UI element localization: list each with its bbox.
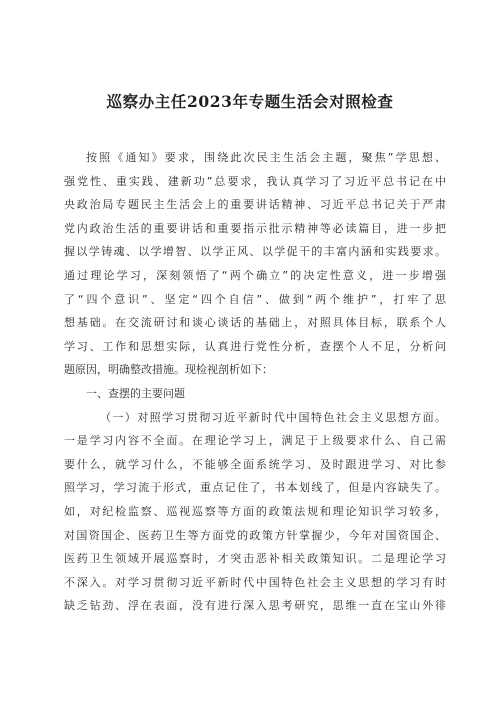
paragraph-line: 要什么，就学习什么，不能够全面系统学习、及时跟进学习、对比参: [64, 457, 446, 471]
paragraph-line: 想基础。在交流研讨和谈心谈话的基础上，对照具体目标，联系个人: [64, 316, 446, 330]
paragraph-line: 按照《通知》要求，围绕此次民主生活会主题，聚焦”学思想、: [86, 151, 446, 164]
document-body: [64, 146, 446, 618]
document-title: 巡察办主任2023年专题生活会对照检查: [106, 92, 394, 111]
paragraph-line: 医药卫生领域开展巡察时，才突击恶补相关政策知识。二是理论学习: [64, 552, 446, 566]
section-heading: 一、查摆的主要问题: [86, 386, 185, 400]
paragraph-line: 学习、工作和思想实际，认真进行党性分析，查摆个人不足，分析问: [64, 339, 446, 353]
paragraph-line: 如，对纪检监察、巡视巡察等方面的政策法规和理论知识学习较多，: [64, 504, 446, 518]
paragraph-line: 缺乏钻劲、浮在表面，没有进行深入思考研究，思维一直在宝山外徘: [64, 599, 446, 613]
paragraph-line: 对国资国企、医药卫生等方面党的政策方针掌握少，今年对国资国企、: [64, 528, 446, 542]
paragraph-line: 不深入。对学习贯彻习近平新时代中国特色社会主义思想的学习有时: [64, 575, 446, 589]
paragraph-line: 央政治局专题民主生活会上的重要讲话精神、习近平总书记关于严肃: [64, 198, 446, 212]
paragraph-line: 了“四个意识”、坚定“四个自信”、做到“两个维护”，打牢了思: [64, 292, 446, 306]
paragraph-line: 党内政治生活的重要讲话和重要指示批示精神等必读篇目，进一步把: [64, 221, 446, 235]
subsection-heading: （一）对照学习贯彻习近平新时代中国特色社会主义思想方面。: [100, 410, 446, 424]
paragraph-line: 握以学铸魂、以学增智、以学正风、以学促干的丰富内涵和实践要求。: [64, 245, 446, 259]
paragraph-line: 强党性、重实践、建新功”总要求，我认真学习了习近平总书记在中: [64, 174, 446, 188]
paragraph-line: 题原因，明确整改措施。现检视剖析如下：: [64, 363, 273, 377]
paragraph-line: 照学习，学习流于形式，重点记住了，书本划线了，但是内容缺失了。: [64, 481, 446, 495]
paragraph-line: 一是学习内容不全面。在理论学习上，满足于上级要求什么、自己需: [64, 434, 446, 448]
paragraph-line: 通过理论学习，深刻领悟了“两个确立”的决定性意义，进一步增强: [64, 268, 446, 282]
